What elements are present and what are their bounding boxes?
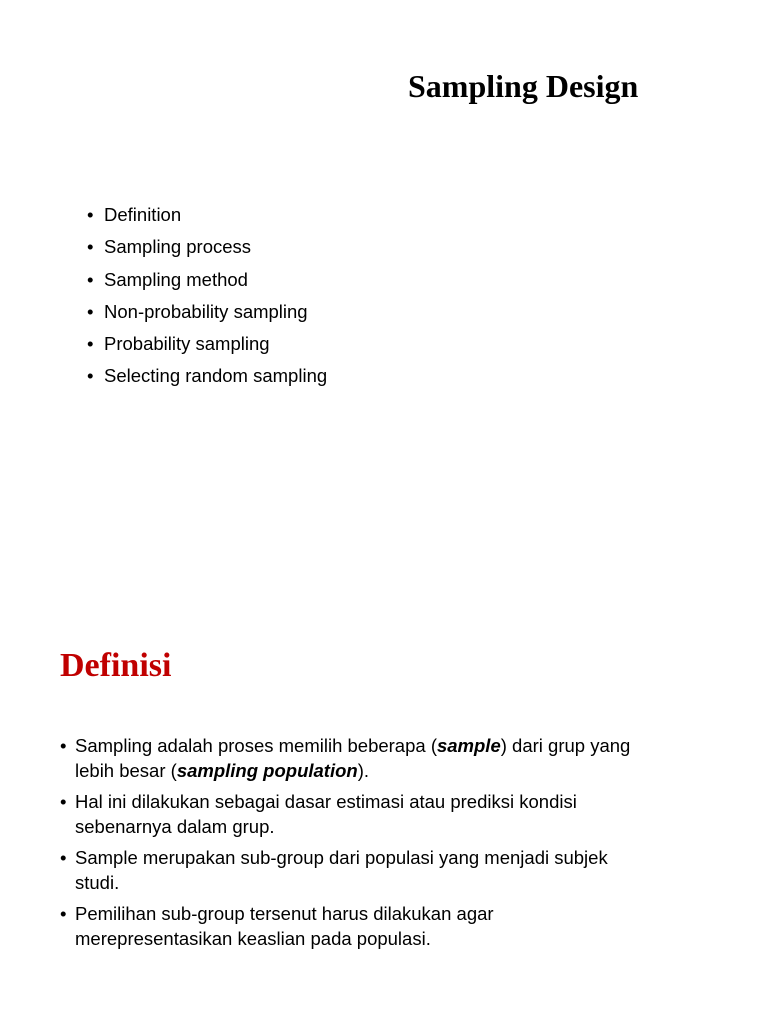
- text-segment: Sampling adalah proses memilih beberapa (: [75, 735, 437, 756]
- bullet-icon: •: [60, 903, 67, 924]
- slide-title: Sampling Design: [408, 68, 639, 104]
- text-segment: lebih besar (: [75, 760, 177, 781]
- list-item: [60, 845, 720, 895]
- list-item-line: sebenarnya dalam grup.: [75, 816, 275, 837]
- list-item-line: studi.: [75, 872, 120, 893]
- bullet-icon: •: [87, 300, 94, 322]
- bullet-icon: •: [87, 333, 94, 355]
- list-item-line: [75, 733, 720, 758]
- emphasis-text: sample: [436, 735, 501, 756]
- list-item: [87, 363, 327, 395]
- bullet-icon: •: [60, 847, 67, 868]
- list-item-line: Hal ini dilakukan sebagai dasar estimasi atau prediksi kondisi: [75, 791, 577, 812]
- list-item-text: Non-probability sampling: [104, 300, 308, 322]
- bullet-icon: •: [87, 268, 94, 290]
- list-item: [87, 234, 327, 266]
- text-segment: ).: [357, 760, 370, 781]
- text-segment: ) dari grup yang: [500, 735, 631, 756]
- list-item-text: Sampling method: [104, 268, 248, 290]
- list-item-line: Pemilihan sub-group tersenut harus dilakukan agar: [75, 903, 494, 924]
- list-item-text: Sampling process: [104, 236, 252, 258]
- topic-list: [87, 202, 327, 396]
- list-item: [87, 299, 327, 331]
- definition-list: [60, 733, 720, 957]
- list-item-line: Sample merupakan sub-group dari populasi yang menjadi subjek: [75, 847, 608, 868]
- list-item-text: Selecting random sampling: [104, 365, 328, 387]
- list-item-text: Definition: [104, 204, 182, 225]
- emphasis-text: sampling population: [176, 760, 358, 781]
- bullet-icon: •: [60, 735, 67, 756]
- bullet-icon: •: [87, 204, 94, 225]
- list-item: [60, 901, 720, 951]
- list-item-text: Probability sampling: [104, 333, 270, 355]
- bullet-icon: •: [87, 365, 94, 387]
- list-item: [87, 267, 327, 299]
- list-item: [60, 733, 720, 783]
- list-item: [60, 789, 720, 839]
- bullet-icon: •: [60, 791, 67, 812]
- bullet-icon: •: [87, 236, 94, 258]
- slide-definisi: [0, 512, 768, 1024]
- list-item: [87, 331, 327, 363]
- list-item-line: [75, 758, 720, 783]
- list-item: [87, 202, 327, 234]
- list-item-line: merepresentasikan keaslian pada populasi.: [75, 928, 431, 949]
- slide-title: Definisi: [60, 647, 172, 684]
